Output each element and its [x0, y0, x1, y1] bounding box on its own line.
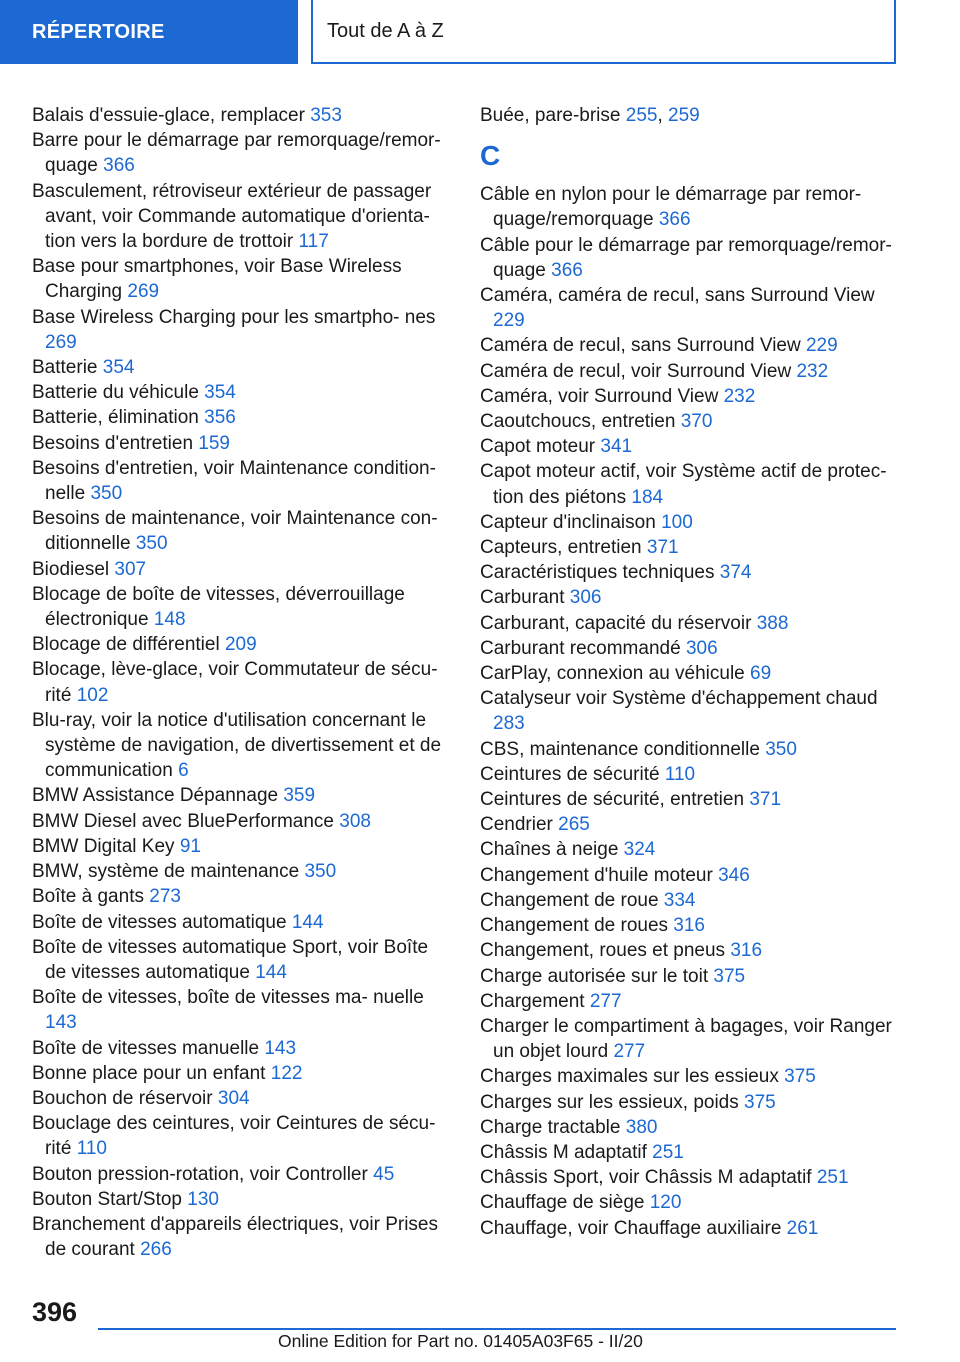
- entry-term: Charges maximales sur les essieux: [480, 1066, 779, 1088]
- index-entry: [480, 661, 910, 686]
- entry-term: Capot moteur: [480, 436, 596, 458]
- entry-term: Basculement, rétroviseur extérieur de passager avant, voir Commande automatique d'orienta‐ tion vers la bordure de trottoir: [32, 180, 432, 253]
- entry-term: Blocage de boîte de vitesses, déverrouillage électronique: [32, 583, 405, 631]
- page-link[interactable]: 375: [784, 1066, 816, 1088]
- entry-term: Blocage de différentiel: [32, 634, 220, 656]
- page-link[interactable]: 308: [339, 810, 371, 832]
- entry-term: Chauffage, voir Chauffage auxiliaire: [480, 1217, 782, 1239]
- index-entry: [480, 283, 910, 333]
- page-link[interactable]: 45: [373, 1163, 395, 1185]
- entry-term: CarPlay, connexion au véhicule: [480, 663, 745, 685]
- entry-term: Carburant recommandé: [480, 637, 681, 659]
- entry-term: Changement d'huile moteur: [480, 864, 713, 886]
- index-entry: [480, 560, 910, 585]
- entry-term: Catalyseur voir Système d'échappement chaud: [480, 688, 878, 710]
- entry-term: Besoins d'entretien: [32, 432, 194, 454]
- index-entry: [480, 1064, 910, 1089]
- edition-note: Online Edition for Part no. 01405A03F65 - II/20: [278, 1331, 643, 1351]
- entry-term: Besoins de maintenance, voir Maintenance con‐ ditionnelle: [32, 508, 438, 555]
- entry-term: Charges sur les essieux, poids: [480, 1091, 739, 1113]
- page-link[interactable]: 229: [805, 335, 838, 357]
- index-entry: [32, 103, 450, 128]
- page-link[interactable]: 251: [652, 1141, 684, 1163]
- index-entry: [480, 1165, 910, 1190]
- index-entry: [32, 380, 450, 405]
- page-link[interactable]: 380: [625, 1116, 658, 1138]
- entry-term: BMW Assistance Dépannage: [32, 785, 279, 807]
- index-entry: [480, 409, 910, 434]
- page-link[interactable]: 366: [658, 209, 691, 231]
- entry-term: Boîte de vitesses, boîte de vitesses ma‐ nuelle: [32, 987, 424, 1009]
- page-link[interactable]: 266: [140, 1239, 172, 1261]
- footer-divider: [98, 1328, 896, 1330]
- page-link[interactable]: 251: [816, 1167, 849, 1189]
- entry-term: Changement de roue: [480, 889, 659, 911]
- entry-term: Caméra, caméra de recul, sans Surround View: [480, 285, 875, 307]
- index-entry: [480, 384, 910, 409]
- page-link[interactable]: 306: [685, 637, 718, 659]
- page-link[interactable]: 144: [255, 961, 287, 983]
- index-entry: [32, 884, 450, 909]
- page-link[interactable]: 6: [178, 760, 189, 782]
- entry-term: Chargement: [480, 990, 585, 1012]
- index-entry: [480, 888, 910, 913]
- index-entry: [32, 859, 450, 884]
- page-link[interactable]: 350: [90, 483, 123, 505]
- entry-term: Changement de roues: [480, 915, 669, 937]
- entry-term: Boîte de vitesses automatique Sport, voir Boîte de vitesses automatique: [32, 936, 429, 983]
- entry-term: Bouclage des ceintures, voir Ceintures de sécu‐ rité: [32, 1113, 436, 1160]
- index-entry: [480, 1090, 910, 1115]
- page-link[interactable]: 255: [625, 105, 658, 126]
- index-entry: [32, 1036, 450, 1061]
- page-link[interactable]: 122: [270, 1062, 303, 1084]
- index-entry: [480, 611, 910, 636]
- page-link[interactable]: 143: [45, 1012, 77, 1034]
- index-entry: [32, 935, 450, 985]
- index-entry: [480, 636, 910, 661]
- entry-term: Cendrier: [480, 814, 553, 836]
- page-link[interactable]: 184: [631, 486, 664, 508]
- page-link[interactable]: 144: [291, 911, 324, 933]
- entry-term: Blocage, lève-glace, voir Commutateur de sécu‐ rité: [32, 659, 438, 706]
- page-link[interactable]: 143: [264, 1037, 297, 1059]
- page-link[interactable]: 346: [718, 864, 750, 886]
- page-link[interactable]: 273: [149, 886, 181, 908]
- index-entry: [32, 305, 450, 355]
- entry-term: Boîte à gants: [32, 886, 144, 908]
- page-link[interactable]: 350: [765, 738, 797, 760]
- entry-term: Châssis Sport, voir Châssis M adaptatif: [480, 1167, 812, 1189]
- section-tab[interactable]: [0, 0, 298, 64]
- index-entry: [480, 686, 910, 736]
- page-link[interactable]: 117: [298, 231, 329, 253]
- entry-term: Base pour smartphones, voir Base Wireless Charging: [32, 256, 402, 303]
- index-entry: [480, 510, 910, 535]
- index-entry: [32, 657, 450, 707]
- index-entry: [32, 128, 450, 178]
- entry-term: Caméra, voir Surround View: [480, 385, 719, 407]
- index-entry: [480, 989, 910, 1014]
- entry-term: BMW Diesel avec BluePerformance: [32, 810, 334, 832]
- index-column-right: [480, 103, 910, 1241]
- page-link[interactable]: 159: [198, 432, 230, 454]
- page-link[interactable]: 353: [310, 105, 342, 126]
- index-entry: [480, 459, 910, 509]
- index-entry: [32, 179, 450, 255]
- index-entry: [32, 910, 450, 935]
- page-link[interactable]: 375: [744, 1091, 776, 1113]
- entry-term: Caméra de recul, voir Surround View: [480, 360, 792, 382]
- index-entry: [32, 834, 450, 859]
- page-link[interactable]: 354: [102, 357, 135, 379]
- entry-term: Câble pour le démarrage par remorquage/remor‐ quage: [480, 234, 892, 281]
- entry-term: Bouton pression-rotation, voir Controller: [32, 1163, 368, 1185]
- index-entry: [32, 783, 450, 808]
- index-entry: [32, 557, 450, 582]
- index-entry: [480, 535, 910, 560]
- page-link[interactable]: 269: [127, 281, 160, 303]
- index-entry: [32, 1212, 450, 1262]
- page-link[interactable]: 388: [756, 612, 789, 634]
- page-link[interactable]: 307: [114, 558, 147, 580]
- page-link[interactable]: 269: [45, 331, 77, 353]
- index-entry: [32, 708, 450, 784]
- index-entry: [480, 938, 910, 963]
- page-link[interactable]: 366: [551, 259, 583, 281]
- index-entry: [480, 233, 910, 283]
- page-link[interactable]: 350: [135, 533, 168, 555]
- index-entry: [480, 812, 910, 837]
- entry-term: Bouton Start/Stop: [32, 1188, 182, 1210]
- page-link[interactable]: 265: [558, 814, 590, 836]
- index-entry: [480, 359, 910, 384]
- page-link[interactable]: 316: [730, 940, 763, 962]
- entry-term: Bonne place pour un enfant: [32, 1062, 266, 1084]
- page-link[interactable]: 130: [187, 1188, 219, 1210]
- page-link[interactable]: 354: [204, 382, 236, 404]
- entry-term: Bouchon de réservoir: [32, 1087, 213, 1109]
- page-link[interactable]: 370: [680, 411, 713, 433]
- index-entry: [480, 1190, 910, 1215]
- page-link[interactable]: 261: [786, 1217, 819, 1239]
- index-entry: [32, 582, 450, 632]
- entry-term: Ceintures de sécurité, entretien: [480, 789, 745, 811]
- entry-term: Batterie, élimination: [32, 407, 199, 429]
- index-entry: [480, 1115, 910, 1140]
- page-link[interactable]: 102: [76, 684, 109, 706]
- index-entry: [480, 1216, 910, 1241]
- page-link[interactable]: 229: [493, 310, 525, 332]
- index-entry: [480, 182, 910, 232]
- index-entry: [32, 809, 450, 834]
- entry-term: Câble en nylon pour le démarrage par remor‐ quage/remorquage: [480, 184, 862, 231]
- entry-term: BMW, système de maintenance: [32, 861, 300, 883]
- index-entry: [480, 787, 910, 812]
- page-number: 396: [32, 1297, 78, 1327]
- page-link[interactable]: 371: [646, 537, 679, 559]
- index-entry: [480, 737, 910, 762]
- page-link[interactable]: 110: [76, 1138, 107, 1160]
- page-link[interactable]: 209: [224, 634, 257, 656]
- entry-term: Charge tractable: [480, 1116, 621, 1138]
- index-entry: [32, 254, 450, 304]
- letter-heading: C: [480, 140, 501, 172]
- page-link[interactable]: 232: [723, 385, 756, 407]
- index-entry: [480, 585, 910, 610]
- entry-term: Caméra de recul, sans Surround View: [480, 335, 801, 357]
- entry-term: Ceintures de sécurité: [480, 763, 660, 785]
- page-link[interactable]: 356: [204, 407, 236, 429]
- page-link[interactable]: 350: [304, 861, 337, 883]
- index-entry: [32, 456, 450, 506]
- entry-term: Changement, roues et pneus: [480, 940, 726, 962]
- entry-term: Caoutchoucs, entretien: [480, 411, 676, 433]
- chapter-title: Tout de A à Z: [327, 19, 444, 42]
- entry-term: Branchement d'appareils électriques, voir Prises de courant: [32, 1213, 438, 1261]
- page-link[interactable]: 277: [613, 1041, 646, 1063]
- index-entry: [32, 405, 450, 430]
- entry-term: Charge autorisée sur le toit: [480, 965, 709, 987]
- page-link[interactable]: 259: [668, 105, 700, 126]
- entry-term: Boîte de vitesses automatique: [32, 911, 287, 933]
- page-link[interactable]: 148: [153, 609, 186, 631]
- index-entry: Buée, pare-brise 255, 259: [480, 105, 700, 126]
- entry-term: Capteur d'inclinaison: [480, 511, 656, 533]
- page-link[interactable]: 277: [589, 990, 622, 1012]
- index-entry: [480, 837, 910, 862]
- entry-term: Batterie: [32, 357, 98, 379]
- page-link[interactable]: 334: [663, 889, 696, 911]
- index-entry: [480, 863, 910, 888]
- index-column-left: [32, 103, 450, 1262]
- entry-term: Blu-ray, voir la notice d'utilisation concernant le système de navigation, de divertissement et de communication: [32, 709, 442, 782]
- index-entry: [480, 762, 910, 787]
- entry-term: Balais d'essuie-glace, remplacer: [32, 105, 305, 126]
- entry-term: Besoins d'entretien, voir Maintenance condition‐ nelle: [32, 457, 436, 505]
- index-entry: [32, 1086, 450, 1111]
- entry-term: Batterie du véhicule: [32, 382, 199, 404]
- entry-term: Barre pour le démarrage par remorquage/remor‐ quage: [32, 130, 441, 177]
- index-entry: [32, 1187, 450, 1212]
- entry-term: Charger le compartiment à bagages, voir Ranger un objet lourd: [480, 1015, 892, 1063]
- index-entry: [480, 333, 910, 358]
- section-label: RÉPERTOIRE: [32, 20, 165, 43]
- index-entry: [32, 1111, 450, 1161]
- page-link[interactable]: 120: [649, 1192, 682, 1214]
- page-link[interactable]: 375: [713, 965, 746, 987]
- entry-term: Châssis M adaptatif: [480, 1141, 647, 1163]
- page-link[interactable]: 232: [796, 360, 829, 382]
- index-entry: [480, 1014, 910, 1064]
- entry-term: BMW Digital Key: [32, 835, 175, 857]
- index-entry: [32, 431, 450, 456]
- page-link[interactable]: 110: [664, 763, 696, 785]
- page-link[interactable]: 359: [283, 785, 316, 807]
- page-link[interactable]: 283: [493, 713, 525, 735]
- index-entry: [32, 1061, 450, 1086]
- index-entry: [32, 985, 450, 1035]
- page-link[interactable]: 304: [217, 1087, 250, 1109]
- index-entry: [480, 434, 910, 459]
- page-link[interactable]: 341: [600, 436, 633, 458]
- page-link[interactable]: 366: [103, 155, 135, 177]
- page-link[interactable]: 306: [569, 587, 602, 609]
- entry-term: Capteurs, entretien: [480, 537, 642, 559]
- page-link[interactable]: 324: [623, 839, 656, 861]
- index-entry: [32, 1162, 450, 1187]
- entry-term: Boîte de vitesses manuelle: [32, 1037, 260, 1059]
- index-entry: [32, 632, 450, 657]
- entry-term: Buée, pare-brise: [480, 105, 621, 126]
- page-link[interactable]: 374: [719, 562, 752, 584]
- chapter-title-tab: [311, 0, 896, 64]
- entry-term: CBS, maintenance conditionnelle: [480, 738, 760, 760]
- entry-term: Chauffage de siège: [480, 1192, 645, 1214]
- entry-term: Capot moteur actif, voir Système actif de protec‐ tion des piétons: [480, 461, 887, 508]
- page-link[interactable]: 371: [749, 789, 782, 811]
- page-link[interactable]: 69: [750, 663, 772, 685]
- index-entry: [480, 964, 910, 989]
- entry-term: Carburant: [480, 587, 565, 609]
- index-entry: [480, 913, 910, 938]
- entry-term: Base Wireless Charging pour les smartpho‐ nes: [32, 306, 436, 328]
- index-entry: [32, 506, 450, 556]
- entry-term: Chaînes à neige: [480, 839, 619, 861]
- entry-term: Biodiesel: [32, 558, 110, 580]
- page-link[interactable]: 316: [673, 915, 705, 937]
- page-link[interactable]: 91: [179, 835, 201, 857]
- entry-term: Carburant, capacité du réservoir: [480, 612, 752, 634]
- index-entry: [480, 1140, 910, 1165]
- index-entry: [32, 355, 450, 380]
- page-link[interactable]: 100: [661, 511, 693, 533]
- entry-term: Caractéristiques techniques: [480, 562, 715, 584]
